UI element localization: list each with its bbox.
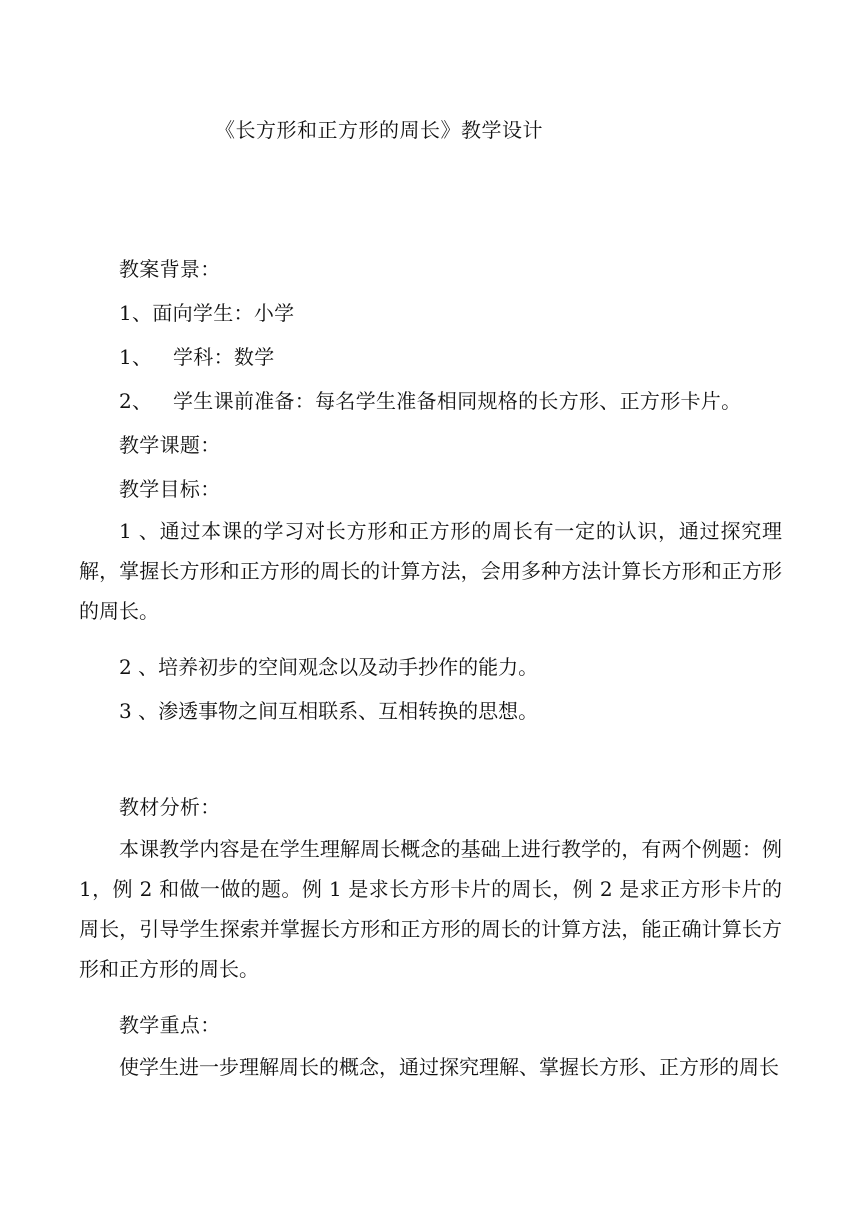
goal-item: 3 、渗透事物之间互相联系、互相转换的思想。: [119, 699, 539, 723]
item-number: 1、: [119, 301, 153, 325]
key-points-paragraph: 使学生进一步理解周长的概念，通过探究理解、掌握长方形、正方形的周长: [119, 1055, 779, 1079]
document-title: 《长方形和正方形的周长》教学设计: [215, 118, 543, 142]
background-heading: 教案背景：: [119, 257, 221, 281]
topic-heading: 教学课题：: [119, 433, 221, 457]
item-number: 1、: [119, 345, 153, 369]
goal-item: 2 、培养初步的空间观念以及动手抄作的能力。: [119, 655, 539, 679]
item-text: 学科：数学: [173, 345, 275, 369]
background-item: [119, 341, 275, 370]
background-item: [119, 297, 294, 326]
background-item: [119, 385, 741, 414]
goal-item: 1 、通过本课的学习对长方形和正方形的周长有一定的认识，通过探究理解，掌握长方形和正方形的周长的计算方法，会用多种方法计算长方形和正方形的周长。: [79, 519, 782, 623]
goals-heading: 教学目标：: [119, 477, 221, 501]
item-text: 学生课前准备：每名学生准备相同规格的长方形、正方形卡片。: [173, 389, 742, 413]
analysis-heading: 教材分析：: [119, 795, 221, 819]
item-text: 面向学生：小学: [152, 301, 295, 325]
item-number: 2、: [119, 389, 153, 413]
key-points-heading: 教学重点：: [119, 1013, 221, 1037]
analysis-paragraph: 本课教学内容是在学生理解周长概念的基础上进行教学的，有两个例题：例 1，例 2 和做一做的题。例 1 是求长方形卡片的周长，例 2 是求正方形卡片的周长，引导学生探索并掌握长方形和正方形的周长的计算方法，能正确计算长方形和正方形的周长。: [79, 837, 782, 981]
